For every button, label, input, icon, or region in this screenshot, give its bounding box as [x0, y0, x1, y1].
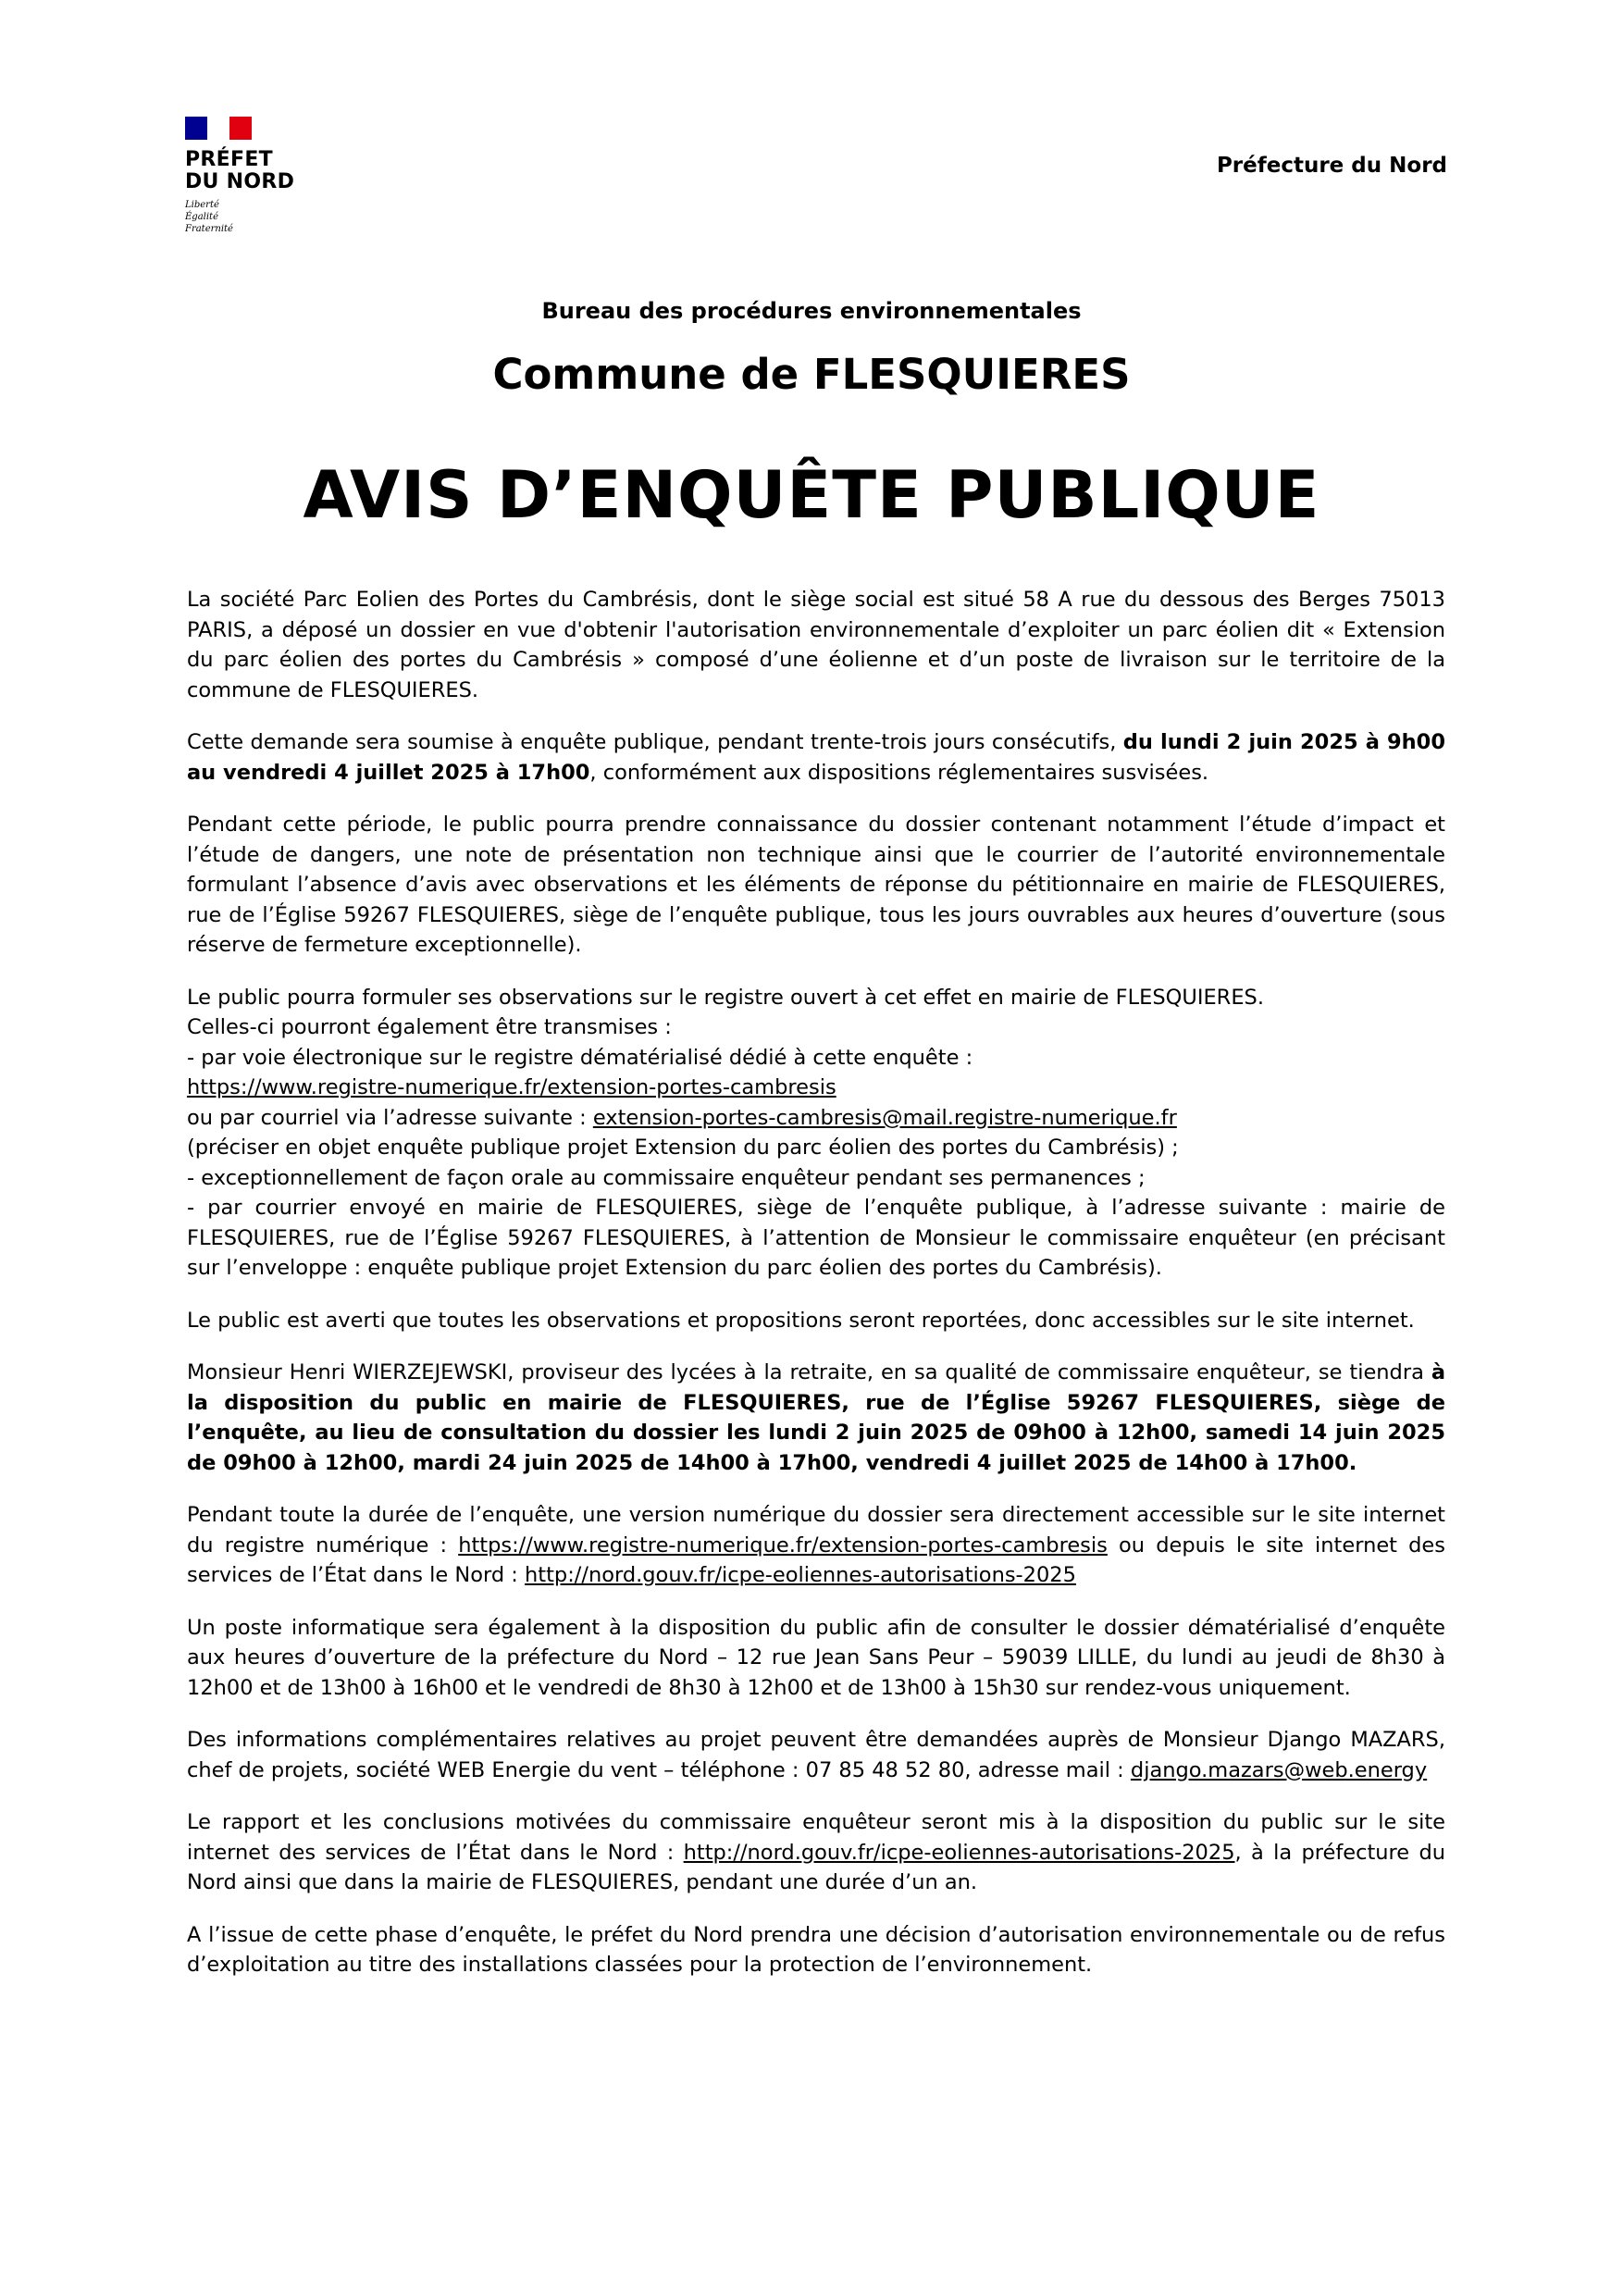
logo-title — [185, 149, 333, 193]
observations-line8: - par courrier envoyé en mairie de FLESQUIERES, siège de l’enquête publique, à l’adresse suivante : mairie de FLESQUIERES, rue de l’Église 59267 FLESQUIERES, à l’attention de Monsieur le commissaire enquêteur (en précisant sur l’enveloppe : enquête publique projet Extension du parc éolien des portes du Cambrésis). — [187, 1196, 1445, 1280]
paragraph-contact — [187, 1725, 1445, 1785]
report-intro: Le rapport et les conclusions motivées du commissaire enquêteur seront mis à la disposition du public sur le site internet des services de l’État dans le Nord : — [187, 1810, 1445, 1865]
observations-line2: Celles-ci pourront également être transmises : — [187, 1015, 672, 1039]
observations-line1: Le public pourra formuler ses observations sur le registre ouvert à cet effet en mairie de FLESQUIERES. — [187, 985, 1264, 1010]
motto-fraternite: Fraternité — [185, 224, 233, 234]
nord-gouv-link-2[interactable]: http://nord.gouv.fr/icpe-eoliennes-autorisations-2025 — [683, 1840, 1235, 1865]
contact-email-link[interactable]: django.mazars@web.energy — [1130, 1757, 1428, 1782]
paragraph-report — [187, 1807, 1445, 1898]
observations-line7: - exceptionnellement de façon orale au commissaire enquêteur pendant ses permanences ; — [187, 1165, 1146, 1190]
logo-title-line1: PRÉFET — [185, 148, 273, 171]
dates-period: du lundi 2 juin 2025 à 9h00 au vendredi 4 juillet 2025 à 17h00 — [187, 730, 1445, 785]
paragraph-consultation: Pendant cette période, le public pourra prendre connaissance du dossier contenant notamment l’étude d’impact et l’étude de dangers, une note de présentation non technique ainsi que le courrier de l’autorité environnementale formulant l’absence d’avis avec observations et les éléments de réponse du pétitionnaire en mairie de FLESQUIERES, rue de l’Église 59267 FLESQUIERES, siège de l’enquête publique, tous les jours ouvrables aux heures d’ouverture (sous réserve de fermeture exceptionnelle). — [187, 813, 1445, 957]
registre-link-2[interactable]: https://www.registre-numerique.fr/extension-portes-cambresis — [458, 1533, 1108, 1558]
motto-egalite: Égalité — [185, 212, 218, 222]
french-flag-icon — [185, 117, 252, 140]
dates-intro: Cette demande sera soumise à enquête publique, pendant trente-trois jours consécutifs, — [187, 730, 1123, 754]
dates-outro: , conformément aux dispositions réglementaires susvisées. — [589, 760, 1209, 785]
paragraph-company: La société Parc Eolien des Portes du Cambrésis, dont le siège social est situé 58 A rue du dessous des Berges 75013 PARIS, a déposé un dossier en vue d'obtenir l'autorisation environnementale d’exploiter un parc éolien dit « Extension du parc éolien des portes du Cambrésis » composé d’une éolienne et d’un poste de livraison sur le territoire de la commune de FLESQUIERES. — [187, 588, 1445, 702]
contact-intro: Des informations complémentaires relatives au projet peuvent être demandées auprès de Monsieur Django MAZARS, chef de projets, société WEB Energie du vent – téléphone : 07 85 48 52 80, adresse mail : — [187, 1728, 1445, 1782]
commune-title: Commune de FLESQUIERES — [492, 350, 1131, 399]
paragraph-observations — [187, 983, 1445, 1284]
notice-body — [187, 585, 1445, 2003]
registre-link[interactable]: https://www.registre-numerique.fr/extension-portes-cambresis — [187, 1075, 836, 1099]
paragraph-digital-version — [187, 1500, 1445, 1591]
nord-gouv-link[interactable]: http://nord.gouv.fr/icpe-eoliennes-autorisations-2025 — [525, 1563, 1076, 1587]
prefecture-label: Préfecture du Nord — [1216, 154, 1447, 178]
observations-line6: (préciser en objet enquête publique projet Extension du parc éolien des portes du Cambrésis) ; — [187, 1136, 1179, 1160]
digital-middle: ou depuis le site internet des services de l’État dans le Nord : — [187, 1533, 1445, 1587]
bureau-title: Bureau des procédures environnementales — [541, 298, 1082, 324]
commissioner-intro: Monsieur Henri WIERZEJEWSKI, proviseur des lycées à la retraite, en sa qualité de commissaire enquêteur, se tiendra — [187, 1360, 1431, 1384]
page-title: AVIS D’ENQUÊTE PUBLIQUE — [303, 457, 1320, 533]
logo-title-line2: DU NORD — [185, 170, 295, 193]
paragraph-decision: A l’issue de cette phase d’enquête, le préfet du Nord prendra une décision d’autorisation environnementale ou de refus d’exploitation au titre des installations classées pour la protection de l’environnement. — [187, 1922, 1445, 1977]
paragraph-commissioner — [187, 1358, 1445, 1478]
report-outro: , à la préfecture du Nord ainsi que dans la mairie de FLESQUIERES, pendant une durée d’un an. — [187, 1840, 1445, 1894]
paragraph-public-notice: Le public est averti que toutes les observations et propositions seront reportées, donc accessibles sur le site internet. — [187, 1308, 1415, 1333]
paragraph-dates — [187, 727, 1445, 788]
email-intro: ou par courriel via l’adresse suivante : — [187, 1105, 593, 1130]
observations-line3: - par voie électronique sur le registre dématérialisé dédié à cette enquête : — [187, 1045, 973, 1070]
motto — [185, 199, 333, 235]
commissioner-schedule: à la disposition du public en mairie de FLESQUIERES, rue de l’Église 59267 FLESQUIERES, siège de l’enquête, au lieu de consultation du dossier les lundi 2 juin 2025 de 09h00 à 12h00, samedi 14 juin 2025 de 09h00 à 12h00, mardi 24 juin 2025 de 14h00 à 17h00, vendredi 4 juillet 2025 de 14h00 à 17h00. — [187, 1360, 1445, 1475]
motto-liberte: Liberté — [185, 200, 219, 210]
paragraph-computer-post: Un poste informatique sera également à la disposition du public afin de consulter le dossier dématérialisé d’enquête aux heures d’ouverture de la préfecture du Nord – 12 rue Jean Sans Peur – 59039 LILLE, du lundi au jeudi de 8h30 à 12h00 et de 13h00 à 16h00 et le vendredi de 8h30 à 12h00 et de 13h00 à 15h30 sur rendez-vous uniquement. — [187, 1615, 1445, 1700]
registre-email-link[interactable]: extension-portes-cambresis@mail.registre-numerique.fr — [592, 1105, 1177, 1130]
prefet-logo — [185, 117, 333, 235]
digital-intro: Pendant toute la durée de l’enquête, une version numérique du dossier sera directement accessible sur le site internet du registre numérique : — [187, 1503, 1445, 1558]
